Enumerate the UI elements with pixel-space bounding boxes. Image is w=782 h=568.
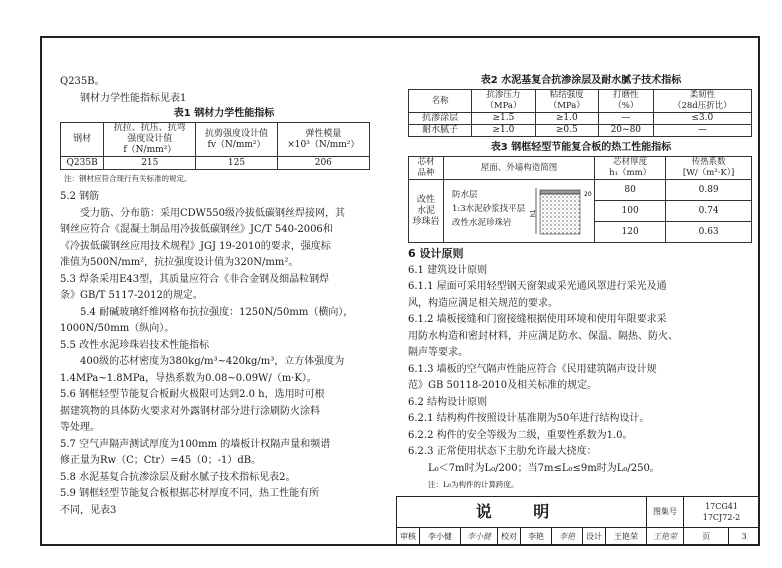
table2-cell: ≥0.5 bbox=[535, 125, 598, 137]
reviewer-name: 李小健 bbox=[420, 527, 461, 545]
reviewer-signature: 李小健 bbox=[461, 527, 498, 545]
paragraph-line: 6.1.1 屋面可采用轻型钢天窗架或采光通风罩进行采光及通 bbox=[408, 281, 667, 292]
left-column bbox=[60, 74, 388, 519]
sheet-title: 说 明 bbox=[397, 497, 647, 528]
diagram-label-20: 20 bbox=[584, 191, 592, 198]
thermal-performance-table bbox=[408, 156, 752, 243]
paragraph-line: 5.2 钢筋 bbox=[60, 191, 100, 202]
table3-header: 传热系数 [W/（m²·K）] bbox=[666, 157, 752, 180]
paragraph-line: 6.1 建筑设计原则 bbox=[408, 264, 488, 276]
u-value-cell: 0.89 bbox=[666, 180, 752, 201]
paragraph-line: 5.3 焊条采用E43型，其质量应符合《非合金钢及细晶粒钢焊 bbox=[60, 273, 330, 285]
atlas-label: 图集号 bbox=[647, 497, 684, 528]
paragraph-line: 准值为500N/mm²，抗拉强度设计值为320N/mm²。 bbox=[60, 257, 299, 268]
paragraph-line: 据建筑物的具体防火要求对外露钢材部分进行涂刷防火涂料 bbox=[60, 405, 320, 417]
steel-intro: 钢材力学性能指标见表1 bbox=[80, 92, 187, 104]
paragraph-line: 6.1.3 墙板的空气隔声性能应符合《民用建筑隔声设计规 bbox=[408, 363, 657, 375]
waterproof-layer-shape bbox=[540, 190, 580, 194]
table2-header: 粘结强度 （MPa） bbox=[535, 90, 598, 113]
construction-diagram-cell bbox=[444, 180, 595, 243]
table2-cell: 耐水腻子 bbox=[409, 125, 472, 137]
table2-cell: — bbox=[653, 125, 751, 137]
paragraph-line: 等处理。 bbox=[60, 422, 100, 433]
table3-header: 芯材厚度 h₁（mm） bbox=[595, 157, 666, 180]
right-paragraphs bbox=[408, 263, 754, 478]
table-row bbox=[61, 157, 370, 170]
paragraph-line: 风，构造应满足相关规范的要求。 bbox=[408, 297, 558, 309]
table2-header: 打磨性 （%） bbox=[598, 90, 653, 113]
right-column bbox=[408, 74, 754, 494]
u-value-cell: 0.74 bbox=[666, 201, 752, 222]
design-label: 设计 bbox=[583, 527, 606, 545]
table3-header: 芯材 品种 bbox=[409, 157, 444, 180]
table2-cell: 20~80 bbox=[598, 125, 653, 137]
paragraph-line: 钢丝应符合《混凝土制品用冷拔低碳钢丝》JC/T 540-2006和 bbox=[60, 224, 333, 235]
designer-signature: 王艳荣 bbox=[647, 527, 684, 545]
table-row bbox=[409, 113, 752, 125]
intro-text: Q235B。 bbox=[60, 76, 105, 87]
paragraph-line: 不同，见表3 bbox=[60, 504, 117, 516]
coating-spec-table bbox=[408, 89, 752, 137]
paragraph-line: 条》GB/T 5117-2012的规定。 bbox=[60, 290, 203, 301]
paragraph-line: 用防水构造和密封材料，并应满足防水、保温、隔热、防火、 bbox=[408, 330, 678, 342]
table1-cell: 125 bbox=[196, 157, 277, 170]
core-material-cell: 改性 水泥 珍珠岩 bbox=[409, 180, 444, 243]
paragraph-line: 5.9 钢框轻型节能复合板根据芯材厚度不同，热工性能有所 bbox=[60, 488, 320, 499]
paragraph-line: 5.4 耐碱玻璃纤维网格布抗拉强度：1250N/50mm（横向）， bbox=[80, 306, 354, 318]
paragraph-line: 1000N/50mm（纵向）。 bbox=[60, 323, 175, 334]
table2-cell: ≤3.0 bbox=[653, 113, 751, 125]
checker-name: 李艳 bbox=[521, 527, 552, 545]
paragraph-line: 5.5 改性水泥珍珠岩技术性能指标 bbox=[60, 339, 210, 351]
perlite-core-shape bbox=[540, 194, 580, 234]
diagram-label-h1: h1 bbox=[530, 209, 537, 217]
atlas-number-2: 17CJ72-2 bbox=[702, 512, 741, 522]
paragraph-line: 6.2.1 结构构件按照设计基准期为50年进行结构设计。 bbox=[408, 413, 650, 424]
paragraph-line: 范》GB 50118-2010及相关标准的规定。 bbox=[408, 380, 598, 391]
thickness-cell: 100 bbox=[595, 201, 666, 222]
paragraph-line: 6.2 结构设计原则 bbox=[408, 396, 488, 408]
table2-cell: 抗渗涂层 bbox=[409, 113, 472, 125]
table2-header: 抗渗压力 （MPa） bbox=[472, 90, 535, 113]
paragraph-line: 5.6 钢框轻型节能复合板耐火极限可达到2.0 h，选用时可根 bbox=[60, 389, 325, 400]
paragraph-line: 《冷拔低碳钢丝应用技术规程》JGJ 19-2010的要求，强度标 bbox=[60, 240, 331, 252]
u-value-cell: 0.63 bbox=[666, 222, 752, 243]
table1-note: 注：钢材应符合现行有关标准的规定。 bbox=[64, 174, 192, 183]
layer-waterproof: 防水层 bbox=[452, 190, 478, 200]
paragraph-line: 隔声等要求。 bbox=[408, 347, 468, 358]
table1-header: 抗拉、抗压、抗弯 强度设计值 f（N/mm²） bbox=[104, 123, 196, 157]
steel-properties-table bbox=[60, 122, 370, 170]
table2-cell: — bbox=[598, 113, 653, 125]
section-diagram bbox=[530, 184, 592, 238]
table1-header: 弹性模量 ×10³（N/mm²） bbox=[277, 123, 369, 157]
left-paragraphs bbox=[60, 189, 388, 519]
paragraph-line: 受力筋、分布筋：采用CDW550级冷拔低碳钢丝焊接网，其 bbox=[80, 207, 346, 219]
layer-mortar: 1:3水泥砂浆找平层 bbox=[452, 204, 526, 214]
atlas-number-1: 17CG41 bbox=[705, 501, 738, 511]
table2-cell: ≥1.0 bbox=[472, 125, 535, 137]
paragraph-line: L₀＜7m时为L₀/200；当7m≤L₀≤9m时为L₀/250。 bbox=[428, 462, 660, 474]
page-label: 页 bbox=[684, 527, 729, 545]
table2-caption: 表2 水泥基复合抗渗涂层及耐水腻子技术指标 bbox=[480, 75, 682, 86]
table3-caption: 表3 钢框轻型节能复合板的热工性能指标 bbox=[490, 142, 672, 153]
section6-title: 6 设计原则 bbox=[408, 247, 464, 260]
table1-cell: 206 bbox=[277, 157, 369, 170]
paragraph-line: 6.2.2 构件的安全等级为二级，重要性系数为1.0。 bbox=[408, 429, 633, 441]
paragraph-line: 5.7 空气声隔声测试厚度为100mm 的墙板计权隔声量和频谱 bbox=[60, 438, 331, 450]
table2-cell: ≥1.5 bbox=[472, 113, 535, 125]
paragraph-line: 5.8 水泥基复合抗渗涂层及耐水腻子技术指标见表2。 bbox=[60, 471, 296, 483]
atlas-number bbox=[684, 497, 760, 528]
paragraph-line: 修正量为Rw（C；Ctr）=45（0；-1）dB。 bbox=[60, 455, 262, 466]
table1-header: 抗剪强度设计值 fv（N/mm²） bbox=[196, 123, 277, 157]
table1-cell: Q235B bbox=[61, 157, 104, 170]
table-row bbox=[409, 125, 752, 137]
paragraph-line: 6.2.3 正常使用状态下主肋允许最大挠度： bbox=[408, 446, 597, 457]
layer-perlite: 改性水泥珍珠岩 bbox=[452, 218, 512, 228]
table2-header: 名称 bbox=[409, 90, 472, 113]
title-block bbox=[396, 496, 760, 546]
thickness-cell: 120 bbox=[595, 222, 666, 243]
table1-caption: 表1 钢材力学性能指标 bbox=[173, 108, 275, 119]
checker-signature: 李艳 bbox=[552, 527, 583, 545]
designer-name: 王艳荣 bbox=[606, 527, 647, 545]
paragraph-line: 1.4MPa~1.8MPa，导热系数为0.08~0.09W/（m·K）。 bbox=[60, 372, 317, 384]
table1-header: 钢材 bbox=[61, 123, 104, 157]
table2-header: 柔韧性 （28d压折比） bbox=[653, 90, 751, 113]
review-label: 审核 bbox=[397, 527, 420, 545]
deflection-note: 注：L₀为构件的计算跨度。 bbox=[428, 480, 519, 489]
paragraph-line: 6.1.2 墙板接缝和门窗接缝根据使用环境和使用年限要求采 bbox=[408, 314, 667, 325]
table1-cell: 215 bbox=[104, 157, 196, 170]
thickness-cell: 80 bbox=[595, 180, 666, 201]
table3-header: 屋面、外墙构造简图 bbox=[444, 157, 595, 180]
page-number: 3 bbox=[729, 527, 760, 545]
check-label: 校对 bbox=[498, 527, 521, 545]
paragraph-line: 400级的芯材密度为380kg/m³~420kg/m³，立方体强度为 bbox=[80, 356, 345, 367]
table2-cell: ≥1.0 bbox=[535, 113, 598, 125]
